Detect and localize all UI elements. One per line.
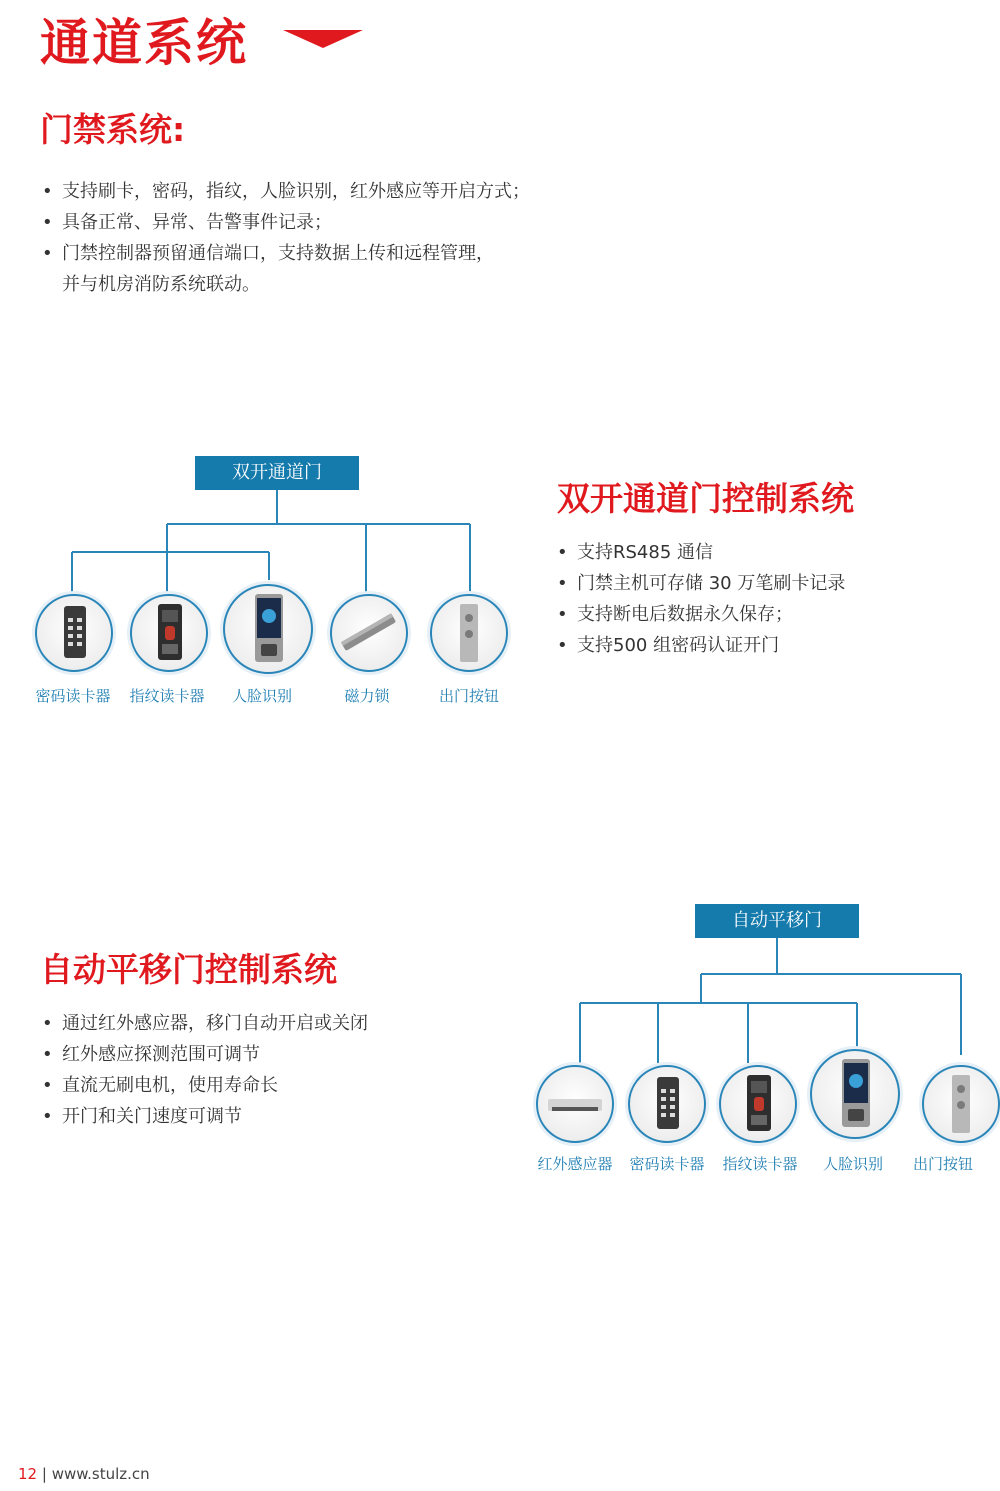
page-footer [18,1465,150,1483]
device-label: 出门按钮 [912,1155,973,1173]
password-reader-image [35,594,113,672]
bullet-item: • 直流无刷电机，使用寿命长 [42,1070,368,1101]
double-door-header-box: 双开通道门 [195,456,359,490]
magnetic-lock-image [330,594,408,672]
bullet-continuation: 并与机房消防系统联动。 [62,274,260,295]
page-number: 12 [18,1465,38,1483]
double-door-title: 双开通道门控制系统 [557,479,854,518]
access-control-title: 门禁系统: [40,110,186,149]
device-label: 人脸识别 [231,687,292,705]
exit-button-icon [432,596,506,670]
device-label: 磁力锁 [344,687,390,705]
double-door-bullets [557,537,845,661]
page-title: 通道系统 [40,14,248,72]
website-link[interactable]: www.stulz.cn [51,1465,150,1483]
face-recognition-image [810,1049,900,1139]
infrared-sensor-icon [538,1067,612,1141]
bullet-item: • 支持刷卡，密码，指纹，人脸识别，红外感应等开启方式； [42,176,530,207]
bullet-item: • 红外感应探测范围可调节 [42,1039,368,1070]
exit-button-image [922,1065,1000,1143]
infrared-sensor-image [536,1065,614,1143]
device-label: 红外感应器 [537,1155,613,1173]
device-label: 指纹读卡器 [722,1155,798,1173]
device-label: 人脸识别 [822,1155,883,1173]
bullet-item: • 开门和关门速度可调节 [42,1101,368,1132]
fingerprint-reader-image [719,1065,797,1143]
device-label: 密码读卡器 [629,1155,705,1173]
fingerprint-reader-image [130,594,208,672]
sliding-door-header-box: 自动平移门 [695,904,859,938]
bullet-item: • 支持500 组密码认证开门 [557,630,845,661]
device-label: 指纹读卡器 [129,687,205,705]
footer-separator: | [41,1465,47,1483]
face-recognition-icon [225,586,311,672]
password-reader-image [628,1065,706,1143]
bullet-item: • 通过红外感应器，移门自动开启或关闭 [42,1008,368,1039]
bullet-item: • 支持RS485 通信 [557,537,845,568]
device-label: 密码读卡器 [35,687,111,705]
fingerprint-reader-icon [721,1067,795,1141]
face-recognition-image [223,584,313,674]
sliding-door-bullets [42,1008,368,1132]
bullet-item: • 门禁主机可存储 30 万笔刷卡记录 [557,568,845,599]
exit-button-image [430,594,508,672]
sliding-door-title: 自动平移门控制系统 [40,950,337,989]
device-label: 出门按钮 [438,687,499,705]
fingerprint-reader-icon [132,596,206,670]
bullet-item: • 支持断电后数据永久保存； [557,599,845,630]
exit-button-icon [924,1067,998,1141]
face-recognition-icon [812,1051,898,1137]
password-reader-icon [37,596,111,670]
password-reader-icon [630,1067,704,1141]
magnetic-lock-icon [332,596,406,670]
bullet-item: • 具备正常、异常、告警事件记录； [42,207,530,238]
bullet-item: • 门禁控制器预留通信端口，支持数据上传和远程管理， [42,238,530,269]
